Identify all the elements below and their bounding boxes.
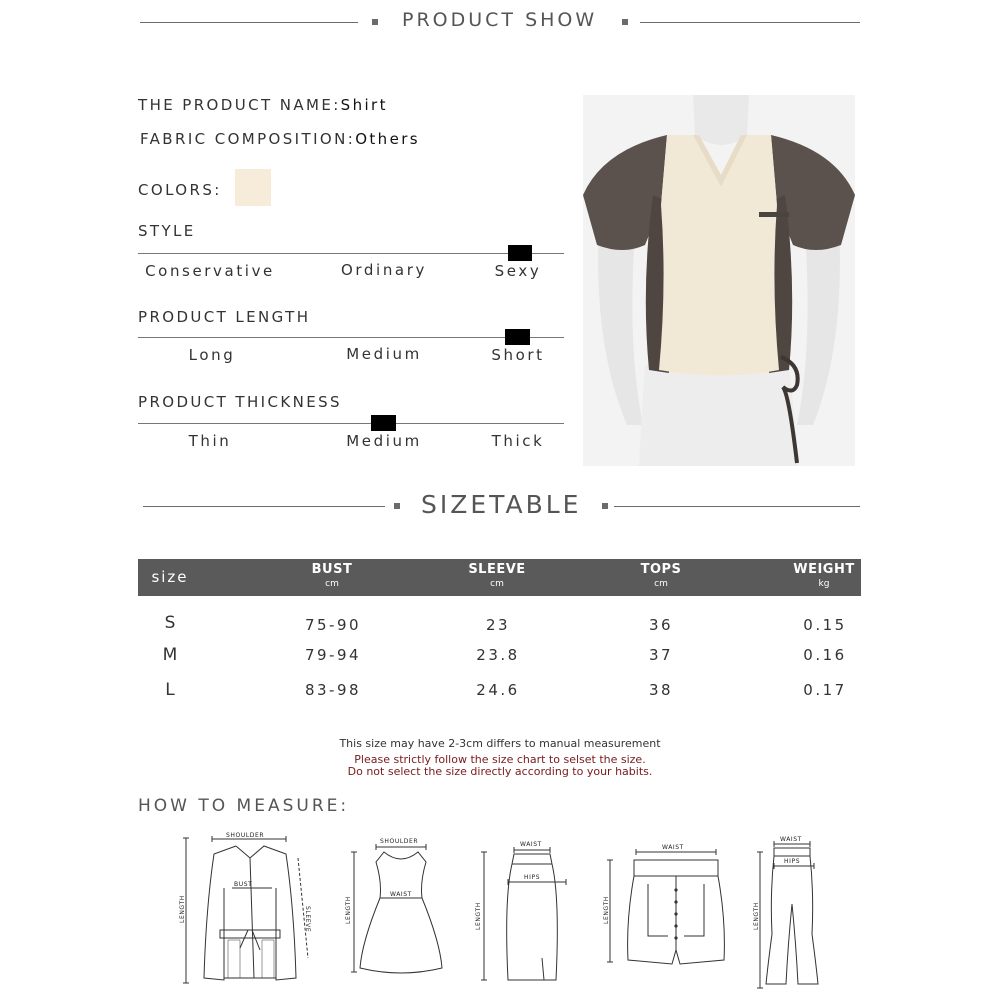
length-option-medium: Medium — [346, 345, 422, 363]
svg-text:SHOULDER: SHOULDER — [226, 832, 265, 839]
color-swatch-apricot[interactable] — [235, 169, 271, 206]
length-option-short: Short — [491, 346, 545, 364]
svg-text:WAIST: WAIST — [780, 836, 802, 843]
table-row-s-size: S — [164, 613, 176, 633]
header-line-left — [140, 22, 358, 23]
table-row-m-size: M — [162, 645, 178, 665]
thickness-marker — [371, 415, 396, 431]
table-row-m-weight: 0.16 — [803, 646, 847, 664]
sizetable-line-right — [614, 506, 860, 507]
product-name-row — [138, 96, 388, 114]
length-marker — [505, 329, 530, 345]
style-option-conservative: Conservative — [145, 262, 275, 280]
product-name-value: Shirt — [340, 96, 388, 114]
size-table-header — [138, 559, 861, 596]
sizetable-title: SIZETABLE — [421, 490, 582, 519]
svg-text:LENGTH: LENGTH — [603, 896, 610, 924]
header-line-right — [640, 22, 860, 23]
header-dot-right — [622, 19, 628, 25]
svg-text:HIPS: HIPS — [524, 874, 541, 881]
style-marker — [508, 245, 532, 261]
sizetable-dot-right — [602, 503, 608, 509]
how-to-measure-title: HOW TO MEASURE: — [138, 796, 350, 816]
fabric-value: Others — [355, 130, 420, 148]
svg-text:LENGTH: LENGTH — [345, 896, 352, 924]
svg-text:LENGTH: LENGTH — [753, 902, 760, 930]
table-row-l-bust: 83-98 — [304, 681, 362, 699]
col-bust: BUST cm — [311, 562, 353, 589]
length-option-long: Long — [188, 346, 236, 364]
svg-text:LENGTH: LENGTH — [179, 895, 186, 923]
style-option-sexy: Sexy — [494, 262, 542, 280]
fabric-label: FABRIC COMPOSITION: — [140, 130, 356, 148]
svg-text:WAIST: WAIST — [520, 841, 542, 848]
svg-text:BUST: BUST — [234, 881, 253, 888]
table-row-l-tops: 38 — [648, 681, 674, 699]
svg-text:SLEEVE: SLEEVE — [304, 906, 311, 933]
style-title: STYLE — [138, 222, 196, 240]
shorts-measure-diagram — [598, 840, 748, 972]
table-row-m-bust: 79-94 — [304, 646, 362, 664]
warning-note-2: Do not select the size directly according to your habits. — [347, 765, 653, 778]
table-row-m-sleeve: 23.8 — [476, 646, 520, 664]
table-row-s-sleeve: 23 — [485, 616, 511, 634]
table-row-l-size: L — [165, 680, 175, 700]
pants-measure-diagram — [748, 834, 838, 996]
table-row-s-bust: 75-90 — [304, 616, 362, 634]
table-row-m-tops: 37 — [648, 646, 674, 664]
fabric-row — [140, 130, 420, 148]
sizetable-dot-left — [394, 503, 400, 509]
table-row-l-weight: 0.17 — [803, 681, 847, 699]
thickness-option-thin: Thin — [188, 432, 232, 450]
col-tops: TOPS cm — [640, 562, 682, 589]
col-size: size — [151, 568, 189, 586]
table-row-s-weight: 0.15 — [803, 616, 847, 634]
length-scale-line — [138, 337, 564, 338]
length-title: PRODUCT LENGTH — [138, 308, 311, 326]
product-name-label: THE PRODUCT NAME: — [138, 96, 341, 114]
svg-text:WAIST: WAIST — [390, 891, 412, 898]
table-row-l-sleeve: 24.6 — [476, 681, 520, 699]
colors-label: COLORS: — [138, 181, 222, 199]
warning-note-1: Please strictly follow the size chart to selset the size. — [354, 753, 646, 766]
table-row-s-tops: 36 — [648, 616, 674, 634]
header-dot-left — [372, 19, 378, 25]
thickness-title: PRODUCT THICKNESS — [138, 393, 342, 411]
thickness-scale-line — [138, 423, 564, 424]
svg-text:HIPS: HIPS — [784, 858, 801, 865]
skirt-measure-diagram — [468, 838, 578, 988]
svg-text:WAIST: WAIST — [662, 844, 684, 851]
svg-text:SHOULDER: SHOULDER — [380, 838, 419, 845]
product-photo — [583, 95, 855, 466]
shirt-measure-diagram — [176, 828, 316, 990]
col-weight: WEIGHT kg — [793, 562, 855, 589]
dress-measure-diagram — [340, 832, 450, 982]
svg-text:LENGTH: LENGTH — [475, 902, 482, 930]
style-option-ordinary: Ordinary — [341, 261, 427, 279]
thickness-option-medium: Medium — [346, 432, 422, 450]
sizetable-line-left — [143, 506, 385, 507]
thickness-option-thick: Thick — [491, 432, 545, 450]
col-sleeve: SLEEVE cm — [468, 562, 526, 589]
style-scale-line — [138, 253, 564, 254]
product-show-title: PRODUCT SHOW — [402, 9, 598, 31]
measurement-note: This size may have 2-3cm differs to manual measurement — [339, 737, 661, 750]
